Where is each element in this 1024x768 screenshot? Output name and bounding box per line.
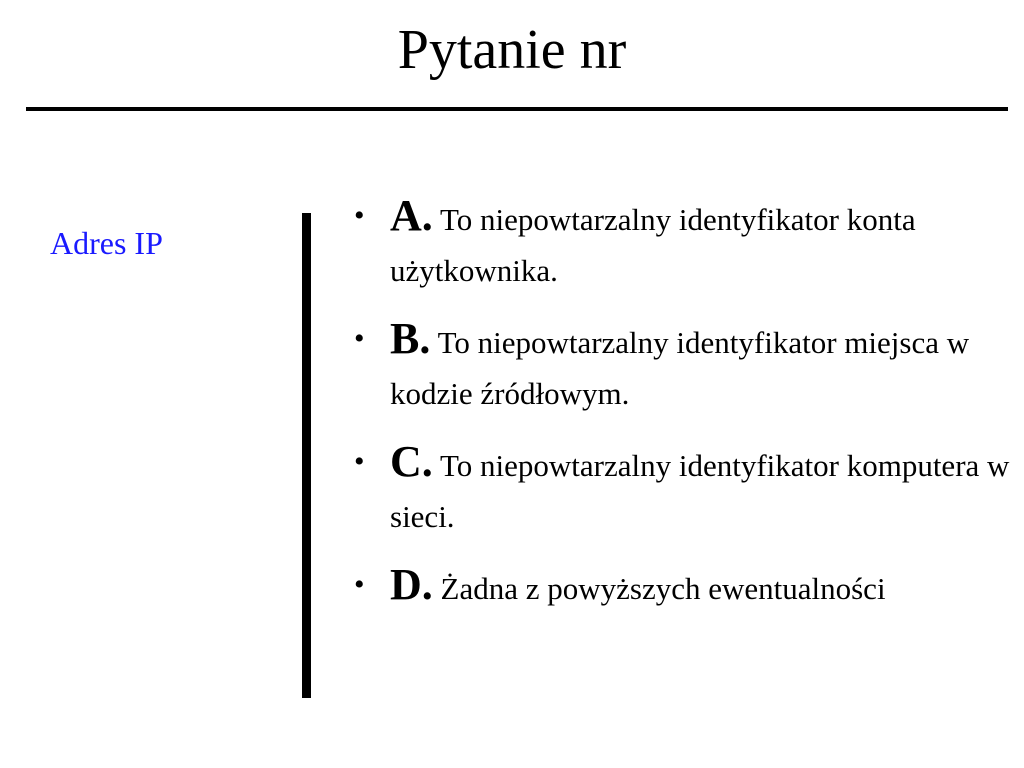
answer-text: Żadna z powyższych ewentualności bbox=[440, 571, 886, 606]
bullet-icon: • bbox=[354, 322, 365, 355]
slide-title: Pytanie nr bbox=[397, 19, 627, 81]
answer-text: To niepowtarzalny identyfikator konta użytkownika. bbox=[390, 202, 916, 288]
question-term: Adres IP bbox=[50, 225, 163, 261]
vertical-divider bbox=[302, 213, 311, 698]
title-underline bbox=[26, 107, 1008, 111]
bullet-icon: • bbox=[354, 445, 365, 478]
bullet-icon: • bbox=[354, 199, 365, 232]
bullet-icon: • bbox=[354, 568, 365, 601]
answer-letter: C. bbox=[390, 437, 433, 486]
answer-option-c[interactable] bbox=[352, 436, 1012, 542]
answer-letter: B. bbox=[390, 314, 431, 363]
answer-text: To niepowtarzalny identyfikator komputera w sieci. bbox=[390, 448, 1010, 534]
answer-letter: A. bbox=[390, 191, 433, 240]
answer-text: To niepowtarzalny identyfikator miejsca w kodzie źródłowym. bbox=[390, 325, 970, 411]
answer-option-a[interactable] bbox=[352, 190, 1012, 296]
answer-option-b[interactable] bbox=[352, 313, 1012, 419]
answer-list bbox=[352, 190, 1012, 631]
answer-option-d[interactable] bbox=[352, 559, 1012, 614]
answer-letter: D. bbox=[390, 560, 433, 609]
